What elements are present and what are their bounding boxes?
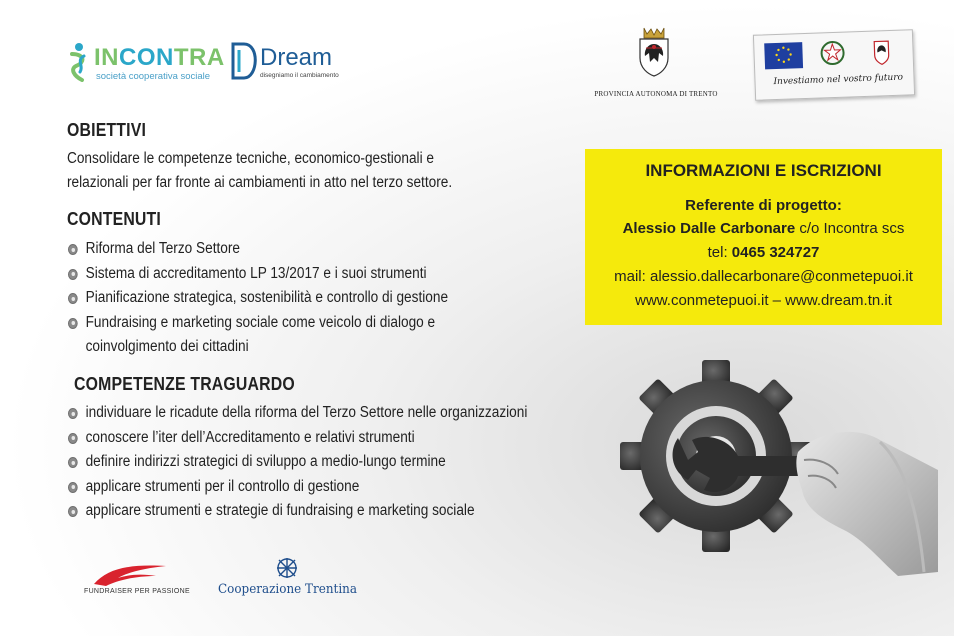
obiettivi-line-1: Consolidare le competenze tecniche, economico-gestionali e — [67, 150, 434, 167]
cooperazione-mark-icon — [274, 556, 300, 580]
bullet-ring-icon — [68, 244, 78, 255]
tel-number[interactable]: 0465 324727 — [731, 244, 820, 261]
info-title: INFORMAZIONI E ISCRIZIONI — [645, 161, 882, 180]
contenuti-list — [68, 237, 448, 360]
competenze-item-text: definire indirizzi strategici di sviluppo a medio-lungo termine — [85, 453, 446, 470]
fundraiser-text: FUNDRAISER PER PASSIONE — [84, 588, 190, 595]
contenuti-item-continuation: coinvolgimento dei cittadini — [85, 338, 249, 355]
bullet-ring-icon — [68, 293, 78, 304]
list-item — [68, 401, 527, 426]
incontra-wordmark — [94, 44, 225, 72]
dream-logo — [230, 40, 350, 84]
bullet-ring-icon — [68, 269, 78, 280]
incontra-word-part2: CON — [119, 44, 174, 71]
referente-label: Referente di progetto: — [685, 197, 842, 214]
fse-logo-card — [754, 32, 916, 102]
list-item — [68, 311, 448, 336]
bullet-ring-icon — [68, 482, 78, 493]
referente-affiliation: c/o Incontra scs — [795, 220, 905, 237]
contenuti-item-text: Pianificazione strategica, sostenibilità e controllo di gestione — [85, 289, 449, 306]
incontra-subtitle: società cooperativa sociale — [96, 71, 211, 82]
list-item — [68, 237, 448, 262]
list-item — [68, 262, 448, 287]
incontra-logo — [68, 40, 225, 84]
incontra-figure-icon — [68, 42, 90, 82]
dream-wordmark: Dream — [260, 44, 333, 71]
trento-eagle-crest-icon — [636, 26, 672, 78]
list-item — [68, 475, 527, 500]
fse-slogan: Investiamo nel vostro futuro — [773, 72, 904, 88]
provincia-name: PROVINCIA AUTONOMA DI TRENTO — [594, 90, 718, 98]
info-box — [585, 149, 942, 325]
competenze-item-text: applicare strumenti e strategie di fundraising e marketing sociale — [85, 502, 475, 519]
fundraiser-per-passione-logo — [84, 560, 194, 604]
italian-republic-emblem-icon — [818, 39, 847, 70]
list-item — [68, 450, 527, 475]
bullet-ring-icon — [68, 457, 78, 468]
referente-name: Alessio Dalle Carbonare — [622, 220, 796, 237]
gear-wrench-illustration — [618, 360, 938, 600]
contenuti-item-text: Riforma del Terzo Settore — [85, 240, 241, 257]
competenze-item-text: individuare le ricadute della riforma del Terzo Settore nelle organizzazioni — [85, 404, 528, 421]
tel-line — [585, 244, 942, 261]
bullet-ring-icon — [68, 433, 78, 444]
bullet-ring-icon — [68, 506, 78, 517]
contenuti-item-text: Fundraising e marketing sociale come veicolo di dialogo e — [85, 313, 436, 331]
contenuti-item-text: Sistema di accreditamento LP 13/2017 e i suoi strumenti — [85, 264, 427, 282]
cooperazione-text: Cooperazione Trentina — [218, 582, 357, 597]
bullet-ring-icon — [68, 318, 78, 329]
referente-line — [585, 220, 942, 237]
trento-small-crest-icon — [864, 37, 899, 68]
competenze-heading: COMPETENZE TRAGUARDO — [74, 374, 295, 394]
list-item-continuation — [68, 335, 448, 360]
list-item — [68, 426, 527, 451]
provincia-logo — [586, 26, 726, 102]
competenze-item-text: conoscere l’iter dell’Accreditamento e relativi strumenti — [85, 428, 415, 446]
obiettivi-line-2: relazionali per far fronte ai cambiamenti in atto nel terzo settore. — [67, 174, 453, 191]
list-item — [68, 286, 448, 311]
dream-d-icon — [230, 40, 262, 82]
cooperazione-trentina-logo — [218, 556, 368, 602]
obiettivi-heading: OBIETTIVI — [67, 120, 147, 140]
dream-subtitle: disegniamo il cambiamento — [260, 72, 339, 79]
fse-card — [753, 29, 915, 101]
contenuti-heading: CONTENUTI — [67, 209, 161, 229]
incontra-word-part1: IN — [94, 44, 119, 71]
eu-flag-icon — [764, 42, 803, 69]
incontra-word-part3: TRA — [173, 44, 225, 71]
obiettivi-text — [67, 147, 452, 195]
competenze-list — [68, 401, 527, 524]
bullet-ring-icon — [68, 408, 78, 419]
fundraiser-flag-icon — [90, 560, 172, 588]
competenze-item-text: applicare strumenti per il controllo di gestione — [85, 477, 360, 495]
tel-label: tel: — [707, 244, 732, 261]
mail-line[interactable]: mail: alessio.dallecarbonare@conmetepuoi.it — [614, 268, 913, 285]
list-item — [68, 499, 527, 524]
websites-line[interactable]: www.conmetepuoi.it – www.dream.tn.it — [635, 292, 892, 309]
hand-arm-icon — [796, 432, 938, 576]
